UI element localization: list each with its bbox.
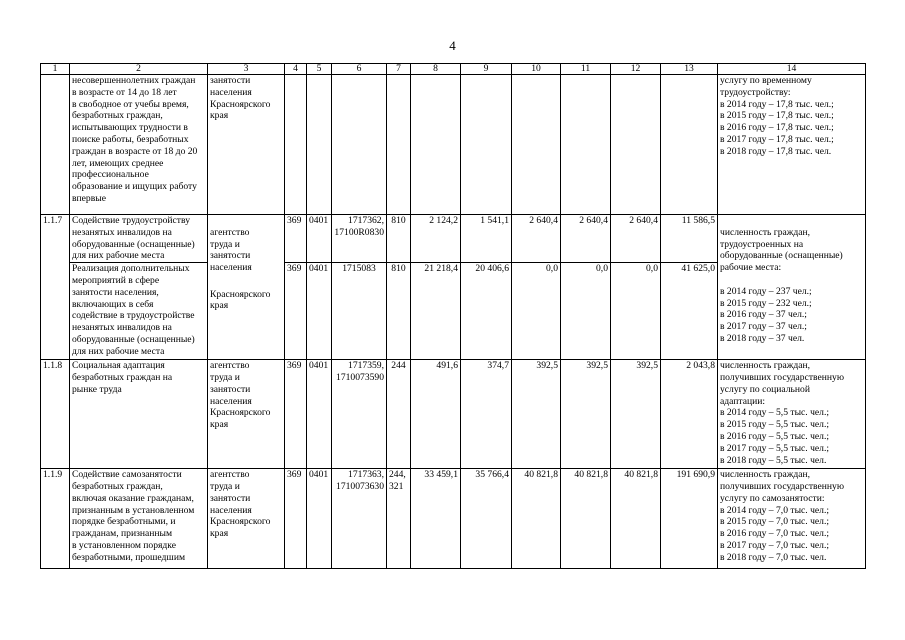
expense-type: 810 [387, 263, 411, 360]
value-cell: 392,5 [561, 360, 611, 469]
value-cell: 1 541,1 [461, 215, 512, 263]
measure-name: Содействие трудоустройству незанятых инвалидов на оборудованные (оснащенные) для них рабочие места [70, 215, 208, 263]
result-description [718, 215, 866, 360]
value-cell: 0,0 [561, 263, 611, 360]
grbs-code: 369 [285, 263, 307, 360]
value-cell [461, 75, 512, 215]
header-row [41, 64, 866, 75]
row-number: 1.1.8 [41, 360, 70, 469]
header-cell: 5 [307, 64, 332, 75]
row-number: 1.1.7 [41, 215, 70, 360]
value-cell: 21 218,4 [411, 263, 461, 360]
row-number [41, 75, 70, 215]
value-cell: 374,7 [461, 360, 512, 469]
executor: агентство труда и занятости населения Красноярского края [208, 469, 285, 569]
header-cell: 13 [661, 64, 718, 75]
expense-type: 810 [387, 215, 411, 263]
value-cell: 40 821,8 [611, 469, 661, 569]
header-cell: 8 [411, 64, 461, 75]
value-cell: 2 640,4 [611, 215, 661, 263]
header-cell: 14 [718, 64, 866, 75]
value-cell: 35 766,4 [461, 469, 512, 569]
grbs-code: 369 [285, 469, 307, 569]
value-cell: 392,5 [611, 360, 661, 469]
value-cell: 0,0 [512, 263, 561, 360]
total-cell: 11 586,5 [661, 215, 718, 263]
table-row [41, 215, 866, 263]
header-cell: 2 [70, 64, 208, 75]
table-row [41, 360, 866, 469]
section-code: 0401 [307, 215, 332, 263]
executor [208, 215, 285, 360]
row-number: 1.1.9 [41, 469, 70, 569]
target-code: 1715083 [332, 263, 387, 360]
header-cell: 9 [461, 64, 512, 75]
expense-type [387, 75, 411, 215]
table-row [41, 75, 866, 215]
expense-type: 244 [387, 360, 411, 469]
measure-name: Реализация дополнительных мероприятий в сфере занятости населения, включающих в себя содействие в трудоустройстве незанятых инвалидов на оборудованные (оснащенные) для них рабочие места [70, 263, 208, 360]
header-cell: 7 [387, 64, 411, 75]
result-description: численность граждан, получивших государственную услугу по самозанятости: в 2014 году – 7,0 тыс. чел.; в 2015 году – 7,0 тыс. чел.; в 2016 году – 7,0 тыс. чел.; в 2017 году – 7,0 тыс. чел.; в 2018 году – 7,0 тыс. чел. [718, 469, 866, 569]
value-cell [611, 75, 661, 215]
value-cell: 392,5 [512, 360, 561, 469]
executor: агентство труда и занятости населения Красноярского края [208, 360, 285, 469]
header-cell: 11 [561, 64, 611, 75]
section-code: 0401 [307, 360, 332, 469]
value-cell: 40 821,8 [512, 469, 561, 569]
result-part: численность граждан, трудоустроенных на оборудованные (оснащенные) рабочие места: [720, 226, 843, 274]
total-cell: 2 043,8 [661, 360, 718, 469]
page-number: 4 [449, 38, 456, 53]
value-cell: 2 640,4 [512, 215, 561, 263]
total-cell: 191 690,9 [661, 469, 718, 569]
result-description: услугу по временному трудоустройству: в 2014 году – 17,8 тыс. чел.; в 2015 году – 17,8 тыс. чел.; в 2016 году – 17,8 тыс. чел.; в 2017 году – 17,8 тыс. чел.; в 2018 году – 17,8 тыс. чел. [718, 75, 866, 215]
value-cell: 33 459,1 [411, 469, 461, 569]
result-description: численность граждан, получивших государственную услугу по социальной адаптации: в 2014 году – 5,5 тыс. чел.; в 2015 году – 5,5 тыс. чел.; в 2016 году – 5,5 тыс. чел.; в 2017 году – 5,5 тыс. чел.; в 2018 году – 5,5 тыс. чел. [718, 360, 866, 469]
target-code: 1717363, 1710073630 [332, 469, 387, 569]
header-cell: 3 [208, 64, 285, 75]
header-cell: 1 [41, 64, 70, 75]
total-cell: 41 625,0 [661, 263, 718, 360]
executor-part: агентство труда и занятости населения [210, 226, 252, 274]
total-cell [661, 75, 718, 215]
measure-name: Социальная адаптация безработных граждан на рынке труда [70, 360, 208, 469]
value-cell [411, 75, 461, 215]
section-code [307, 75, 332, 215]
value-cell: 2 640,4 [561, 215, 611, 263]
header-cell: 6 [332, 64, 387, 75]
value-cell [561, 75, 611, 215]
grbs-code: 369 [285, 215, 307, 263]
value-cell [512, 75, 561, 215]
section-code: 0401 [307, 263, 332, 360]
section-code: 0401 [307, 469, 332, 569]
value-cell: 40 821,8 [561, 469, 611, 569]
executor-part: Красноярского края [210, 288, 271, 312]
target-code: 1717359, 1710073590 [332, 360, 387, 469]
header-cell: 10 [512, 64, 561, 75]
header-cell: 4 [285, 64, 307, 75]
grbs-code: 369 [285, 360, 307, 469]
target-code: 1717362, 17100R0830 [332, 215, 387, 263]
measure-name: несовершеннолетних граждан в возрасте от 14 до 18 лет в свободное от учебы время, безработных граждан, испытывающих трудности в поиске работы, безработных граждан в возрасте от 18 до 20 лет, имеющих среднее профессиональное образование и ищущих работу впервые [70, 75, 208, 215]
header-cell: 12 [611, 64, 661, 75]
measure-name: Содействие самозанятости безработных граждан, включая оказание гражданам, признанным в установленном порядке безработными, и гражданам, признанным в установленном порядке безработными, прошедшим [70, 469, 208, 569]
value-cell: 20 406,6 [461, 263, 512, 360]
result-part: в 2014 году – 237 чел.; в 2015 году – 232 чел.; в 2016 году – 37 чел.; в 2017 году – 37 чел.; в 2018 году – 37 чел. [720, 285, 812, 344]
target-code [332, 75, 387, 215]
value-cell: 491,6 [411, 360, 461, 469]
value-cell: 0,0 [611, 263, 661, 360]
expense-type: 244, 321 [387, 469, 411, 569]
executor: занятости населения Красноярского края [208, 75, 285, 215]
program-table [40, 63, 866, 569]
value-cell: 2 124,2 [411, 215, 461, 263]
grbs-code [285, 75, 307, 215]
table-row [41, 469, 866, 569]
